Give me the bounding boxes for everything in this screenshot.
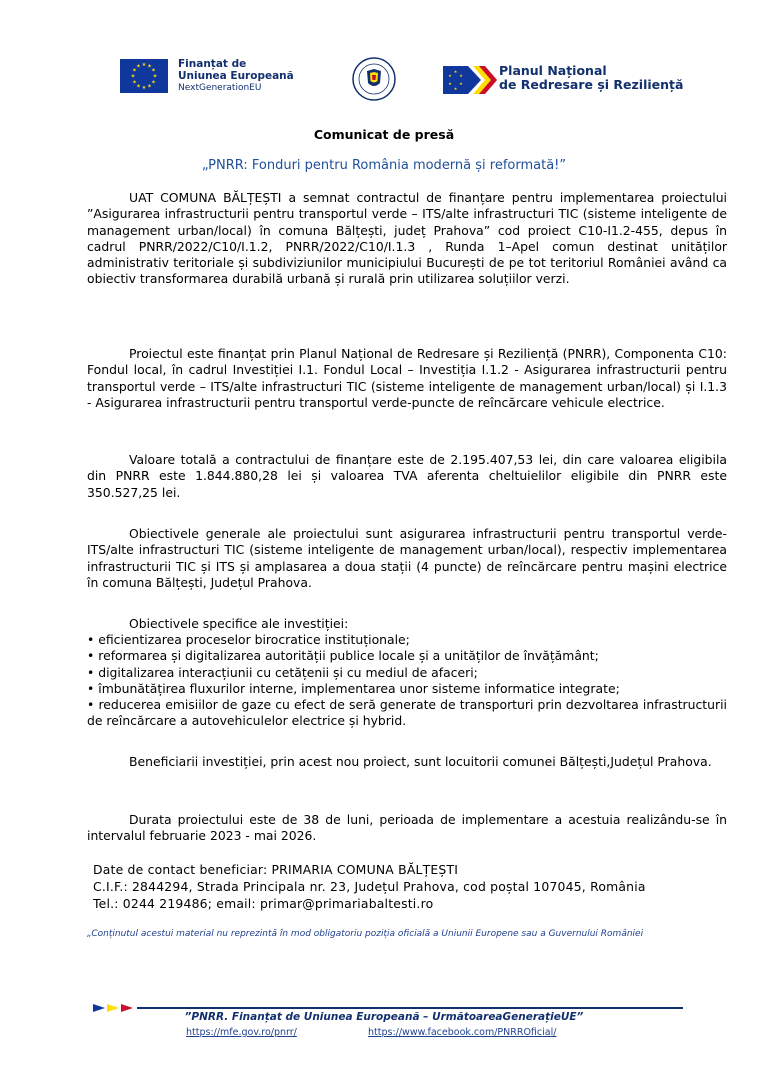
eu-funding-logo-text	[178, 58, 294, 93]
paragraph-specific-objectives-intro	[87, 616, 727, 632]
pnrr-logo-icon	[443, 63, 497, 97]
svg-text:★: ★	[459, 81, 463, 86]
eu-flag-logo	[120, 59, 168, 93]
list-item: • digitalizarea interacțiunii cu cetățenii și cu mediul de afaceri;	[87, 665, 727, 681]
svg-text:★: ★	[147, 63, 152, 70]
svg-text:★: ★	[152, 73, 158, 80]
page-title: Comunicat de presă	[313, 127, 455, 142]
eu-logo-line3: NextGenerationEU	[178, 83, 262, 94]
eu-logo-line1: Finanțat de	[178, 58, 247, 70]
footer-decorative-bar	[93, 997, 683, 1005]
paragraph-beneficiaries-text: Beneficiarii investiției, prin acest nou proiect, sunt locuitorii comunei Bălțești,Județul Prahova.	[129, 754, 712, 769]
paragraph-value-text: Valoare totală a contractului de finanțare este de 2.195.407,53 lei, din care valoarea eligibila din PNRR este 1.844.880,28 lei și valoarea TVA aferenta cheltuielilor eligibile din PNRR este 350.527,25 lei.	[87, 452, 727, 500]
romanian-government-emblem-icon	[352, 57, 396, 101]
svg-text:★: ★	[136, 63, 141, 70]
disclaimer-text: „Conținutul acestui material nu reprezintă în mod obligatoriu poziția oficială a Uniunii Europene sau a Guvernului României	[87, 929, 644, 939]
paragraph-contract-text: UAT COMUNA BĂLȚEȘTI a semnat contractul de finanțare pentru implementarea proiectului ”Asigurarea infrastructurii pentru transportul verde – ITS/alte infrastructuri TIC (sisteme inteligente de management urban/local) în comuna Bălțești, județ Prahova” cod proiect C10-I1.2-455, depus în cadrul PNRR/2022/C10/I.1.2, PNRR/2022/C10/I.1.3 , Runda 1–Apel comun destinat unităților administrativ teritoriale și subdiviziunilor municipiului București de pe tot teritoriul României având ca obiectiv transformarea durabilă urbană și rurală prin utilizarea soluțiilor verzi.	[87, 190, 727, 287]
pnrr-logo-text	[499, 64, 683, 93]
paragraph-financing-text: Proiectul este finanțat prin Planul Național de Redresare și Reziliență (PNRR), Componenta C10: Fondul local, în cadrul Investiției I.1. Fondul Local – Investiția I.1.2 - Asigurarea infrastructurii pentru transportul verde – ITS/alte infrastructuri TIC (sisteme inteligente de management urban/local) și I.1.3 - Asigurarea infrastructurii pentru transportul verde-puncte de reîncărcare vehicule electrice.	[87, 346, 727, 410]
svg-text:★: ★	[132, 79, 137, 86]
footer-link-facebook[interactable]: https://www.facebook.com/PNRROficial/	[368, 1027, 557, 1038]
paragraph-contract	[87, 190, 727, 288]
contact-beneficiary: Date de contact beneficiar: PRIMARIA COMUNA BĂLȚEȘTI	[93, 862, 459, 877]
pnrr-logo-line2: de Redresare și Reziliență	[499, 77, 684, 93]
svg-text:★: ★	[453, 86, 458, 91]
list-item: • reformarea și digitalizarea autorității publice locale și a unităților de învățământ;	[87, 648, 727, 664]
paragraph-beneficiaries	[87, 754, 727, 770]
paragraph-general-objectives	[87, 526, 727, 591]
paragraph-value	[87, 452, 727, 501]
svg-text:★: ★	[130, 73, 136, 80]
svg-text:★: ★	[151, 67, 156, 74]
pnrr-logo-line1: Planul Național	[499, 63, 607, 78]
svg-text:★: ★	[459, 73, 463, 78]
list-item: • reducerea emisiilor de gaze cu efect de seră generate de transporturi prin dezvoltarea infrastructurii de reîncărcare a autovehiculelor electrice și hybrid.	[87, 697, 727, 730]
eu-logo-line2: Uniunea Europeană	[178, 70, 294, 83]
paragraph-duration-text: Durata proiectului este de 38 de luni, perioada de implementare a acestuia realizându-se în intervalul februarie 2023 - mai 2026.	[87, 812, 727, 844]
paragraph-duration	[87, 812, 727, 845]
svg-text:★: ★	[448, 73, 452, 78]
footer-link-mfe[interactable]: https://mfe.gov.ro/pnrr/	[186, 1027, 297, 1038]
svg-text:★: ★	[147, 83, 152, 90]
svg-text:★: ★	[132, 67, 137, 74]
specific-objectives-list	[87, 632, 727, 730]
footer-title: ”PNRR. Finanțat de Uniunea Europeană – UrmătoareaGenerațieUE”	[184, 1011, 584, 1023]
contact-phone-email: Tel.: 0244 219486; email: primar@primariabaltesti.ro	[93, 896, 434, 912]
svg-text:★: ★	[136, 83, 141, 90]
contact-block	[93, 861, 733, 913]
svg-text:★: ★	[453, 69, 458, 74]
svg-text:★: ★	[151, 79, 156, 86]
svg-text:★: ★	[141, 85, 147, 91]
specific-objectives-intro-text: Obiectivele specifice ale investiției:	[129, 616, 349, 631]
page-subtitle: „PNRR: Fonduri pentru România modernă și reformată!”	[201, 158, 567, 173]
list-item: • îmbunătățirea fluxurilor interne, implementarea unor sisteme informatice integrate;	[87, 681, 727, 697]
list-item: • eficientizarea proceselor birocratice instituționale;	[87, 632, 727, 648]
paragraph-general-objectives-text: Obiectivele generale ale proiectului sunt asigurarea infrastructurii pentru transportul verde-ITS/alte infrastructuri TIC (sisteme inteligente de management urban/local), respectiv implementarea infrastructurii TIC și ITS și amplasarea a doua stații (4 puncte) de reîncărcare pentru mașini electrice în comuna Bălțești, Județul Prahova.	[87, 526, 727, 590]
svg-text:★: ★	[141, 62, 147, 68]
contact-address: C.I.F.: 2844294, Strada Principala nr. 23, Județul Prahova, cod poștal 107045, România	[93, 879, 646, 895]
paragraph-financing	[87, 346, 727, 411]
svg-text:★: ★	[448, 81, 452, 86]
